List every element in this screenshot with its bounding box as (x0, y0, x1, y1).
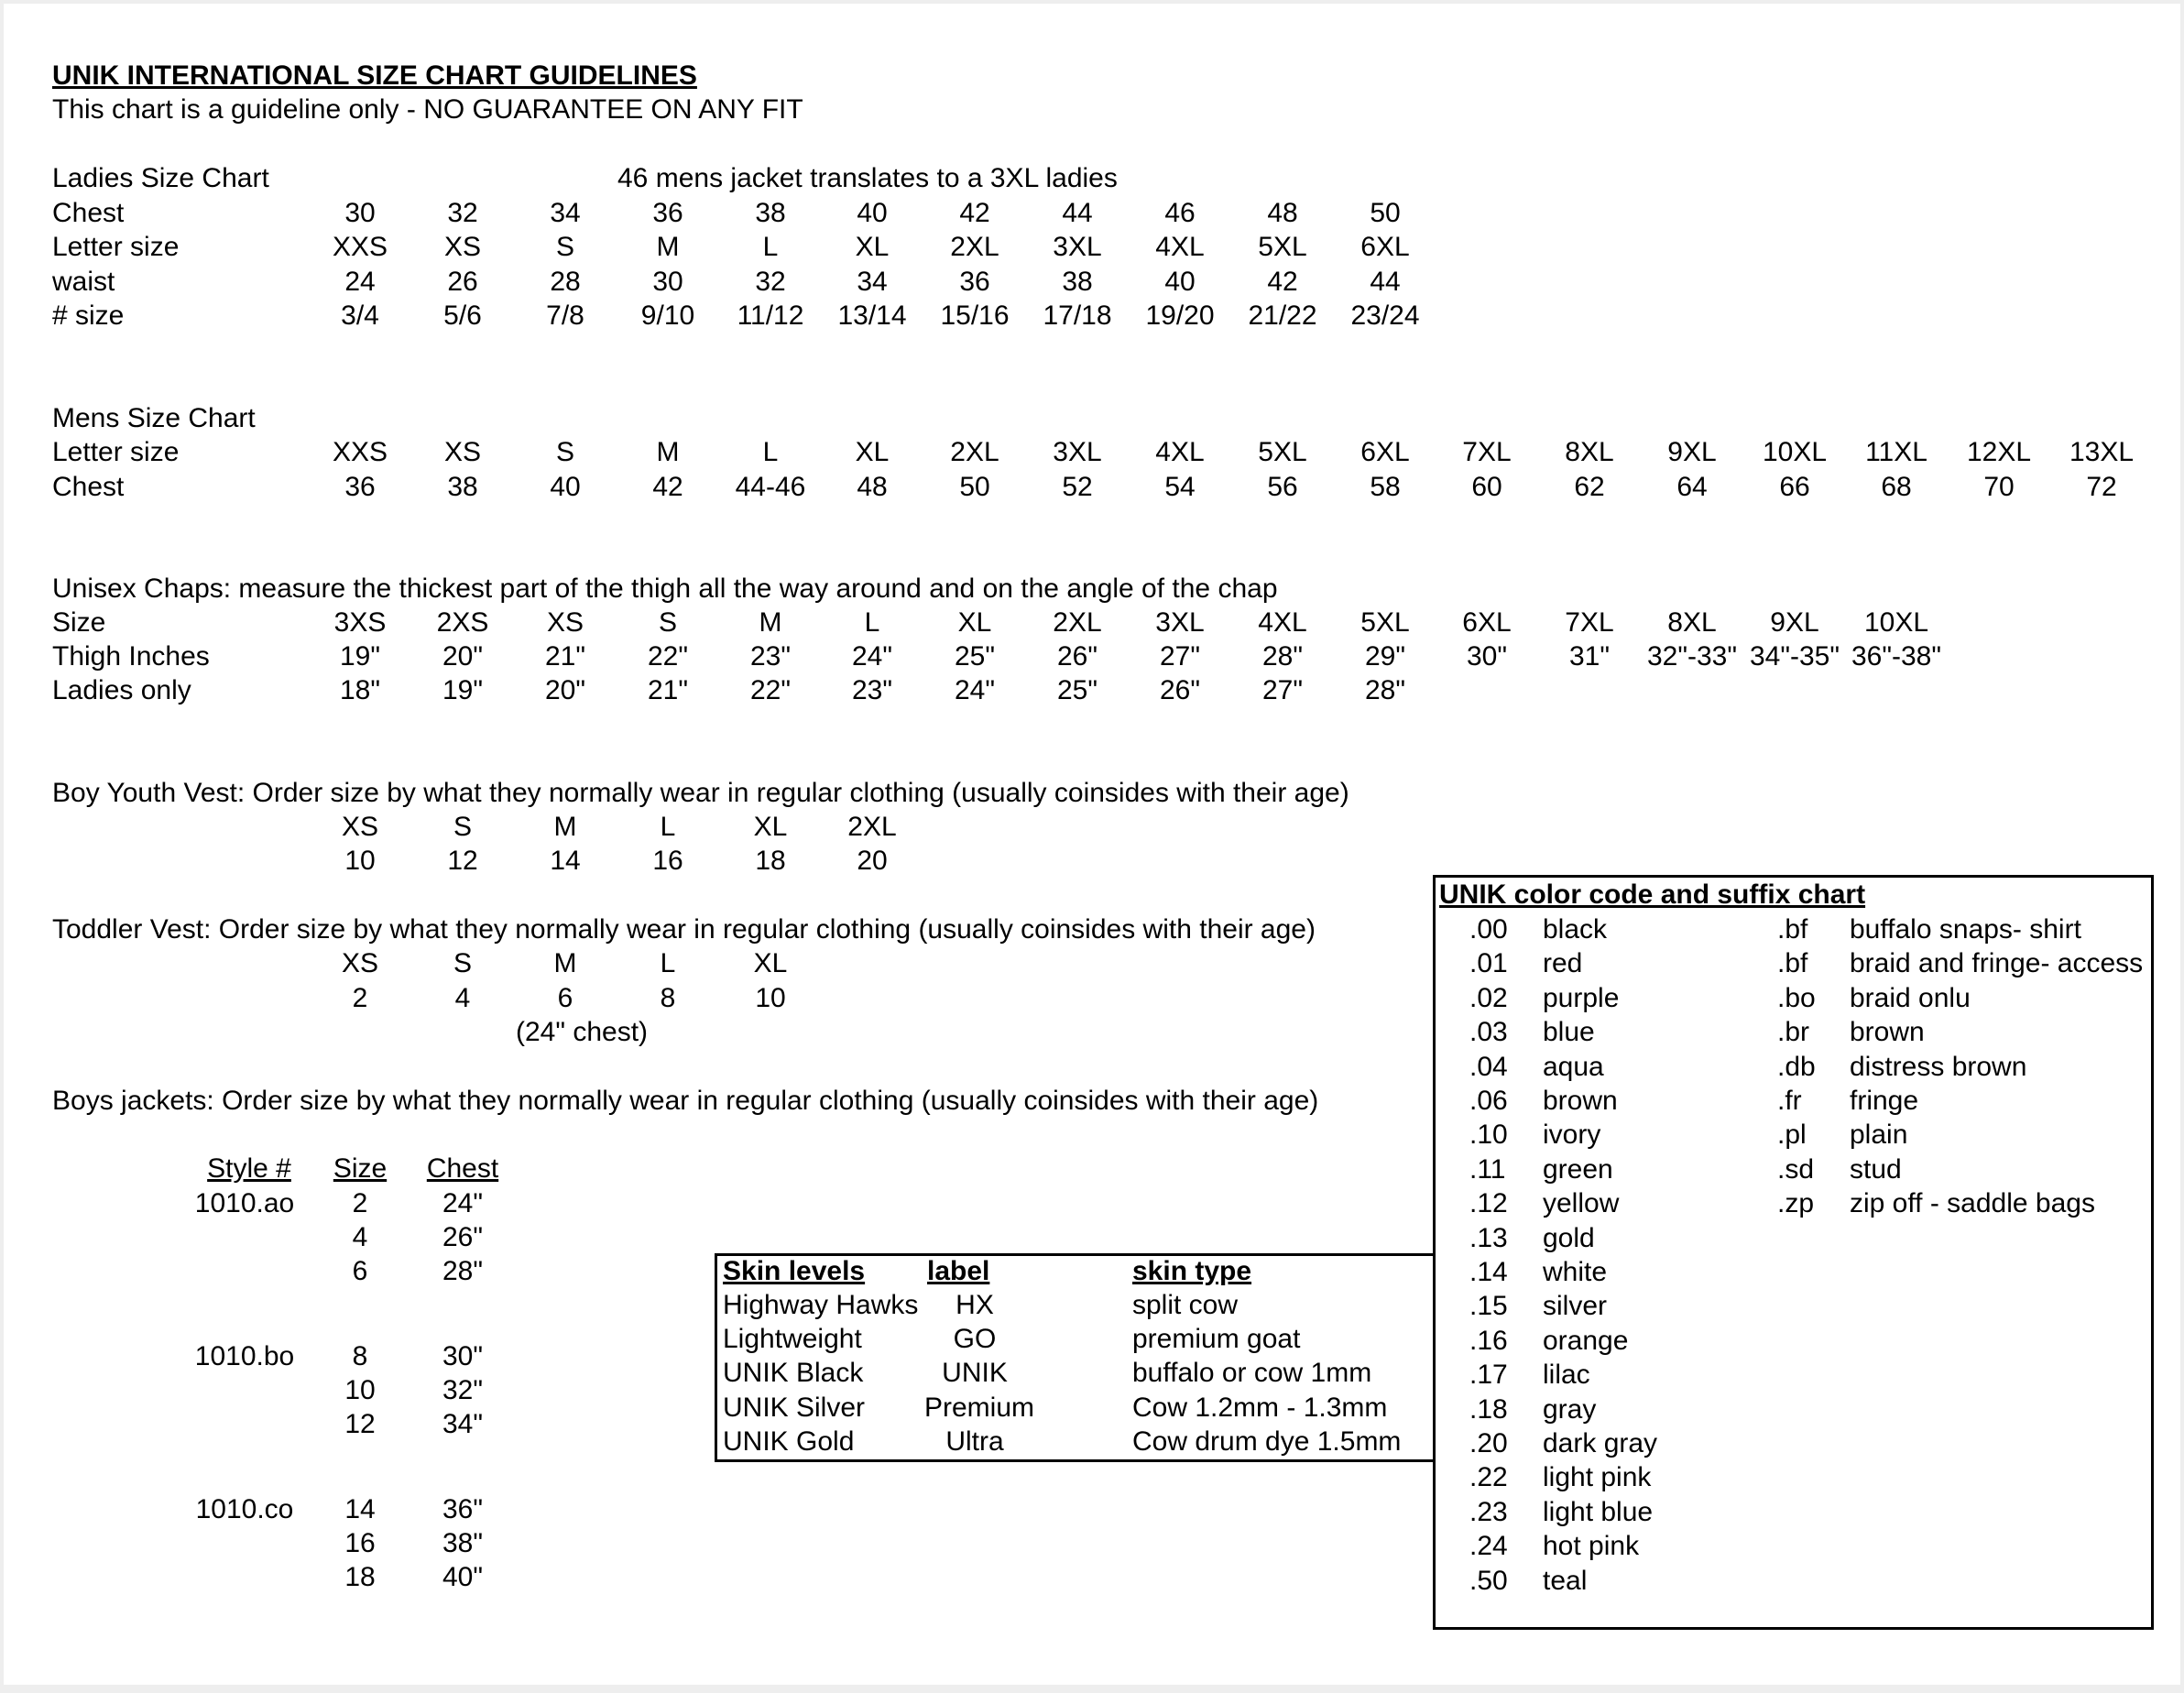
cell: XL (855, 232, 890, 262)
cell: 21/22 (1248, 300, 1317, 331)
color-code: .04 (1469, 1052, 1508, 1082)
skin-label-cell: Premium (924, 1393, 1035, 1423)
cell: 28 (550, 267, 581, 297)
cell: 44-46 (735, 472, 806, 502)
cell: L (762, 232, 779, 262)
color-code: .02 (1469, 983, 1508, 1013)
color-name: aqua (1543, 1052, 1604, 1082)
color-code: .18 (1469, 1394, 1508, 1425)
color-name: green (1543, 1154, 1613, 1185)
number-cell: 8 (660, 983, 676, 1013)
cell: 32"-33" (1646, 641, 1738, 672)
size-cell: 2 (352, 1188, 368, 1218)
cell: XS (443, 232, 482, 262)
size-cell: 4 (352, 1222, 368, 1252)
size-cell: 18 (344, 1562, 376, 1592)
cell: 38 (755, 198, 786, 228)
cell: 27" (1261, 675, 1304, 705)
color-code: .50 (1469, 1566, 1508, 1596)
style-cell: 1010.ao (194, 1188, 295, 1218)
cell: S (658, 607, 677, 638)
cell: 54 (1164, 472, 1196, 502)
chest-cell: 28" (442, 1256, 484, 1286)
cell: XXS (332, 437, 388, 467)
cell: 48 (1267, 198, 1298, 228)
cell: 8XL (1667, 607, 1717, 638)
cell: M (759, 607, 782, 638)
number-cell: 12 (447, 846, 478, 876)
cell: 11XL (1865, 437, 1927, 467)
cell: 4XL (1155, 232, 1205, 262)
suffix-code: .bf (1777, 914, 1808, 945)
cell: 32 (755, 267, 786, 297)
color-name: gold (1543, 1223, 1595, 1253)
cell: 6XL (1360, 437, 1410, 467)
cell: 4XL (1258, 607, 1307, 638)
toddler-vest-heading: Toddler Vest: Order size by what they normally wear in regular clothing (usually coinsides with their age) (52, 914, 1316, 945)
color-name: black (1543, 914, 1608, 945)
cell: 9XL (1667, 437, 1717, 467)
cell: 19/20 (1145, 300, 1215, 331)
cell: 17/18 (1043, 300, 1112, 331)
cell: 56 (1267, 472, 1298, 502)
color-code: .14 (1469, 1257, 1508, 1287)
size-cell: XL (753, 812, 788, 842)
cell: 58 (1370, 472, 1401, 502)
cell: 38 (1062, 267, 1093, 297)
skin-level-cell: Lightweight (723, 1324, 862, 1354)
cell: 3XL (1053, 232, 1102, 262)
suffix-code: .pl (1777, 1120, 1807, 1150)
toddler-vest-note: (24" chest) (516, 1017, 649, 1047)
cell: 40 (550, 472, 581, 502)
color-code: .00 (1469, 914, 1508, 945)
chest-cell: 36" (442, 1494, 484, 1524)
cell: 36 (344, 472, 376, 502)
suffix-code: .db (1777, 1052, 1816, 1082)
color-code: .13 (1469, 1223, 1508, 1253)
color-code: .10 (1469, 1120, 1508, 1150)
cell: 3/4 (341, 300, 379, 331)
cell: 40 (1164, 267, 1196, 297)
color-name: brown (1543, 1086, 1618, 1116)
suffix-name: distress brown (1850, 1052, 2027, 1082)
color-code: .15 (1469, 1291, 1508, 1321)
cell: 28" (1261, 641, 1304, 672)
cell: 23" (851, 675, 893, 705)
color-name: hot pink (1543, 1531, 1640, 1561)
color-name: white (1543, 1257, 1608, 1287)
column-header: Chest (426, 1153, 499, 1184)
size-cell: S (453, 812, 472, 842)
cell: 50 (959, 472, 990, 502)
cell: 5/6 (443, 300, 482, 331)
skin-type-cell: split cow (1132, 1290, 1239, 1320)
chest-cell: 24" (442, 1188, 484, 1218)
suffix-code: .bf (1777, 948, 1808, 978)
number-cell: 10 (344, 846, 376, 876)
cell: 36 (959, 267, 990, 297)
color-name: yellow (1543, 1188, 1620, 1218)
size-cell: XL (753, 948, 788, 978)
cell: 48 (857, 472, 888, 502)
size-chart-sheet (4, 4, 2180, 1685)
cell: 10XL (1863, 607, 1929, 638)
color-name: lilac (1543, 1360, 1590, 1390)
cell: 42 (652, 472, 683, 502)
size-cell: XS (341, 812, 379, 842)
size-cell: 12 (344, 1409, 376, 1439)
suffix-code: .zp (1777, 1188, 1815, 1218)
cell: 50 (1370, 198, 1401, 228)
size-cell: M (553, 948, 577, 978)
suffix-name: stud (1850, 1154, 1902, 1185)
cell: 2XL (950, 437, 999, 467)
cell: 7XL (1462, 437, 1512, 467)
suffix-name: buffalo snaps- shirt (1850, 914, 2081, 945)
cell: 26 (447, 267, 478, 297)
cell: 34 (550, 198, 581, 228)
cell: 42 (1267, 267, 1298, 297)
column-header: Skin levels (723, 1256, 866, 1286)
cell: 5XL (1258, 437, 1307, 467)
cell: 19" (339, 641, 381, 672)
skin-level-cell: UNIK Silver (723, 1393, 866, 1423)
skin-level-cell: UNIK Gold (723, 1426, 855, 1457)
cell: 32 (447, 198, 478, 228)
size-cell: 16 (344, 1528, 376, 1558)
number-cell: 18 (755, 846, 786, 876)
cell: 29" (1364, 641, 1406, 672)
color-code: .17 (1469, 1360, 1508, 1390)
cell: 9/10 (640, 300, 695, 331)
cell: 44 (1062, 198, 1093, 228)
cell: 70 (1983, 472, 2015, 502)
color-name: dark gray (1543, 1428, 1658, 1458)
color-code: .01 (1469, 948, 1508, 978)
suffix-code: .fr (1777, 1086, 1802, 1116)
cell: 5XL (1258, 232, 1307, 262)
skin-label-cell: UNIK (942, 1358, 1008, 1388)
cell: 26" (1159, 675, 1201, 705)
size-cell: 2XL (847, 812, 897, 842)
color-code: .16 (1469, 1326, 1508, 1356)
skin-level-cell: UNIK Black (723, 1358, 864, 1388)
chaps-heading: Unisex Chaps: measure the thickest part of the thigh all the way around and on the angle of the chap (52, 573, 1278, 604)
cell: 13/14 (837, 300, 907, 331)
cell: 38 (447, 472, 478, 502)
color-name: silver (1543, 1291, 1608, 1321)
cell: 4XL (1155, 437, 1205, 467)
row-label: Letter size (52, 232, 180, 262)
cell: 42 (959, 198, 990, 228)
cell: XL (957, 607, 992, 638)
chest-cell: 26" (442, 1222, 484, 1252)
boys-jackets-heading: Boys jackets: Order size by what they normally wear in regular clothing (usually coinsides with their age) (52, 1086, 1319, 1116)
size-cell: 10 (344, 1375, 376, 1405)
cell: M (656, 232, 680, 262)
suffix-name: fringe (1850, 1086, 1919, 1116)
cell: M (656, 437, 680, 467)
number-cell: 4 (454, 983, 471, 1013)
skin-label-cell: HX (956, 1290, 994, 1320)
column-header: Size (333, 1153, 388, 1184)
cell: 60 (1471, 472, 1502, 502)
cell: 5XL (1360, 607, 1410, 638)
cell: 3XL (1053, 437, 1102, 467)
column-header: Style # (207, 1153, 291, 1184)
cell: 2XL (1053, 607, 1102, 638)
number-cell: 16 (652, 846, 683, 876)
cell: 18" (339, 675, 381, 705)
cell: S (555, 232, 574, 262)
row-label: Ladies only (52, 675, 191, 705)
chest-cell: 30" (442, 1341, 484, 1371)
suffix-code: .sd (1777, 1154, 1815, 1185)
suffix-code: .bo (1777, 983, 1816, 1013)
cell: 52 (1062, 472, 1093, 502)
cell: 26" (1056, 641, 1098, 672)
cell: 23/24 (1350, 300, 1420, 331)
cell: 30 (652, 267, 683, 297)
suffix-name: plain (1850, 1120, 1908, 1150)
cell: 21" (647, 675, 689, 705)
row-label: Size (52, 607, 106, 638)
skin-type-cell: buffalo or cow 1mm (1132, 1358, 1372, 1388)
chest-cell: 34" (442, 1409, 484, 1439)
mens-heading: Mens Size Chart (52, 403, 256, 433)
color-code-heading: UNIK color code and suffix chart (1439, 879, 1866, 910)
ladies-heading: Ladies Size Chart (52, 163, 269, 193)
color-name: teal (1543, 1566, 1588, 1596)
style-cell: 1010.co (195, 1494, 294, 1524)
cell: 8XL (1565, 437, 1614, 467)
cell: 24" (954, 675, 996, 705)
cell: 12XL (1966, 437, 2032, 467)
cell: 28" (1364, 675, 1406, 705)
cell: 15/16 (940, 300, 1010, 331)
cell: 7XL (1565, 607, 1614, 638)
cell: 24" (851, 641, 893, 672)
cell: 30" (1466, 641, 1508, 672)
cell: 7/8 (546, 300, 584, 331)
cell: 9XL (1770, 607, 1819, 638)
number-cell: 6 (557, 983, 573, 1013)
number-cell: 20 (857, 846, 888, 876)
cell: 19" (442, 675, 484, 705)
cell: 13XL (2069, 437, 2135, 467)
column-header: label (927, 1256, 990, 1286)
cell: 36"-38" (1851, 641, 1942, 672)
cell: 11/12 (737, 300, 804, 331)
cell: 34 (857, 267, 888, 297)
row-label: Chest (52, 198, 125, 228)
cell: 10XL (1762, 437, 1828, 467)
row-label: Chest (52, 472, 125, 502)
cell: 25" (954, 641, 996, 672)
page-title: UNIK INTERNATIONAL SIZE CHART GUIDELINES (52, 60, 697, 91)
suffix-code: .br (1777, 1017, 1810, 1047)
color-code: .24 (1469, 1531, 1508, 1561)
column-header: skin type (1132, 1256, 1252, 1286)
size-cell: L (660, 948, 676, 978)
cell: 31" (1568, 641, 1611, 672)
chest-cell: 38" (442, 1528, 484, 1558)
skin-type-cell: premium goat (1132, 1324, 1301, 1354)
color-name: red (1543, 948, 1583, 978)
color-code: .20 (1469, 1428, 1508, 1458)
size-cell: 6 (352, 1256, 368, 1286)
number-cell: 10 (755, 983, 786, 1013)
row-label: # size (52, 300, 125, 331)
row-label: Thigh Inches (52, 641, 210, 672)
cell: 20" (544, 675, 586, 705)
style-cell: 1010.bo (194, 1341, 295, 1371)
skin-label-cell: Ultra (945, 1426, 1004, 1457)
color-name: gray (1543, 1394, 1597, 1425)
cell: XXS (332, 232, 388, 262)
suffix-name: braid onlu (1850, 983, 1971, 1013)
number-cell: 2 (352, 983, 368, 1013)
cell: 3XS (333, 607, 387, 638)
size-cell: XS (341, 948, 379, 978)
skin-label-cell: GO (953, 1324, 997, 1354)
cell: 72 (2086, 472, 2117, 502)
color-name: purple (1543, 983, 1620, 1013)
cell: 36 (652, 198, 683, 228)
color-code: .22 (1469, 1462, 1508, 1492)
cell: XS (546, 607, 584, 638)
cell: 22" (647, 641, 689, 672)
size-cell: S (453, 948, 472, 978)
color-name: ivory (1543, 1120, 1601, 1150)
cell: XL (855, 437, 890, 467)
cell: 22" (749, 675, 792, 705)
cell: S (555, 437, 574, 467)
color-name: light pink (1543, 1462, 1652, 1492)
cell: 64 (1676, 472, 1708, 502)
cell: 68 (1881, 472, 1912, 502)
size-cell: L (660, 812, 676, 842)
cell: 23" (749, 641, 792, 672)
cell: 34"-35" (1749, 641, 1840, 672)
skin-type-cell: Cow drum dye 1.5mm (1132, 1426, 1402, 1457)
page-subtitle: This chart is a guideline only - NO GUARANTEE ON ANY FIT (52, 94, 803, 125)
cell: 25" (1056, 675, 1098, 705)
color-code: .03 (1469, 1017, 1508, 1047)
cell: 20" (442, 641, 484, 672)
cell: L (762, 437, 779, 467)
size-cell: M (553, 812, 577, 842)
cell: L (864, 607, 880, 638)
cell: 46 (1164, 198, 1196, 228)
cell: 66 (1779, 472, 1810, 502)
color-code: .06 (1469, 1086, 1508, 1116)
color-code: .12 (1469, 1188, 1508, 1218)
suffix-name: braid and fringe- access (1850, 948, 2144, 978)
color-code: .23 (1469, 1497, 1508, 1527)
row-label: waist (52, 267, 115, 297)
number-cell: 14 (550, 846, 581, 876)
cell: XS (443, 437, 482, 467)
cell: 6XL (1360, 232, 1410, 262)
cell: 2XL (950, 232, 999, 262)
color-code: .11 (1469, 1154, 1506, 1185)
cell: 27" (1159, 641, 1201, 672)
cell: 6XL (1462, 607, 1512, 638)
color-name: orange (1543, 1326, 1629, 1356)
skin-type-cell: Cow 1.2mm - 1.3mm (1132, 1393, 1388, 1423)
size-cell: 8 (352, 1341, 368, 1371)
chest-cell: 40" (442, 1562, 484, 1592)
suffix-name: brown (1850, 1017, 1925, 1047)
size-cell: 14 (344, 1494, 376, 1524)
boy-youth-vest-heading: Boy Youth Vest: Order size by what they normally wear in regular clothing (usually coinsides with their age) (52, 778, 1349, 808)
chest-cell: 32" (442, 1375, 484, 1405)
cell: 62 (1574, 472, 1605, 502)
cell: 21" (544, 641, 586, 672)
cell: 44 (1370, 267, 1401, 297)
row-label: Letter size (52, 437, 180, 467)
ladies-note: 46 mens jacket translates to a 3XL ladies (617, 163, 1118, 193)
cell: 2XS (436, 607, 489, 638)
suffix-name: zip off - saddle bags (1850, 1188, 2095, 1218)
skin-level-cell: Highway Hawks (723, 1290, 919, 1320)
color-name: blue (1543, 1017, 1595, 1047)
cell: 40 (857, 198, 888, 228)
cell: 30 (344, 198, 376, 228)
color-name: light blue (1543, 1497, 1654, 1527)
cell: 3XL (1155, 607, 1205, 638)
cell: 24 (344, 267, 376, 297)
